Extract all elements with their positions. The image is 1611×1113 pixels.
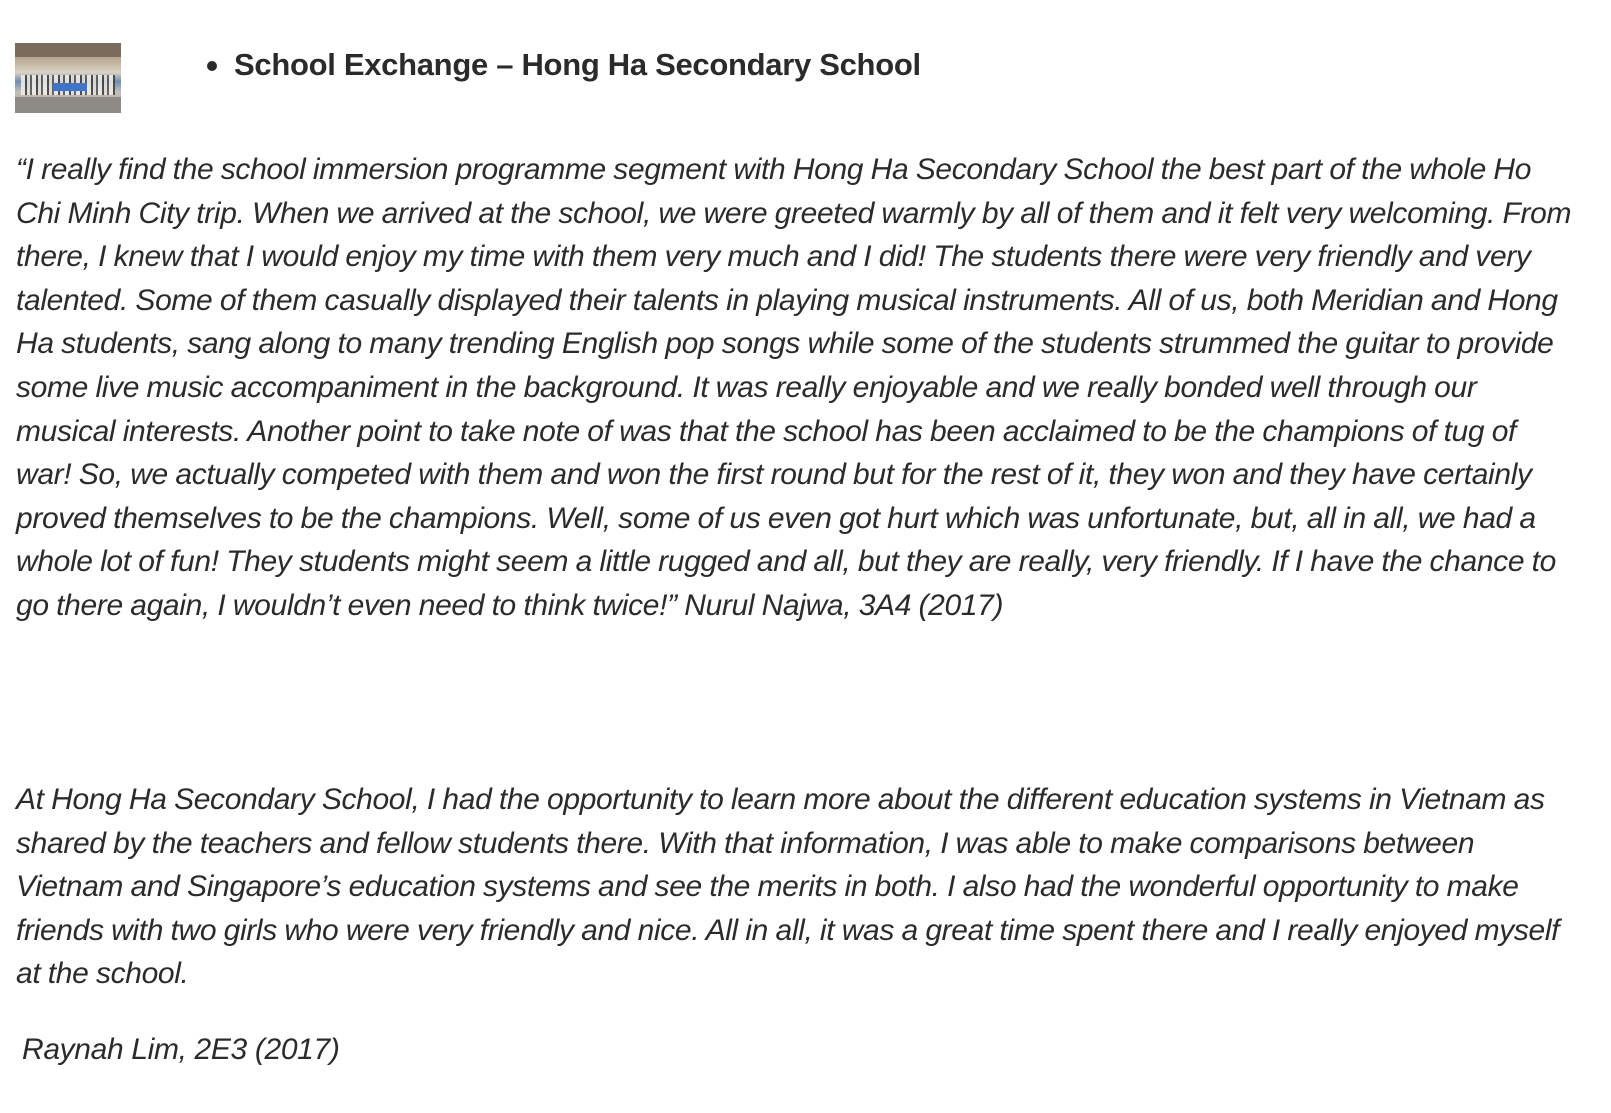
- thumbnail-ground: [15, 97, 121, 113]
- section-title: School Exchange – Hong Ha Secondary School: [234, 47, 921, 82]
- article-header: [15, 43, 1575, 115]
- bullet-icon: [207, 61, 217, 71]
- title-list: [207, 43, 921, 87]
- title-list-item: [207, 43, 921, 87]
- thumbnail-roof: [15, 43, 121, 57]
- testimonial-raynah-lim: At Hong Ha Secondary School, I had the opportunity to learn more about the different education systems in Vietnam as shared by the teachers and fellow students there. With that information, I was able to make comparisons between Vietnam and Singapore’s education systems and see the merits in both. I also had the wonderful opportunity to make friends with two girls who were very friendly and nice. All in all, it was a great time spent there and I really enjoyed myself at the school.: [16, 783, 1560, 991]
- testimonial-nurul-najwa: “I really find the school immersion programme segment with Hong Ha Secondary School the best part of the whole Ho Chi Minh City trip. When we arrived at the school, we were greeted warmly by all of them and it felt very welcoming. From there, I knew that I would enjoy my time with them very much and I did! The students there were very friendly and very talented. Some of them casually displayed their talents in playing musical instruments. All of us, both Meridian and Hong Ha students, sang along to many trending English pop songs while some of the students strummed the guitar to provide some live music accompaniment in the background. It was really enjoyable and we really bonded well through our musical interests. Another point to take note of was that the school has been acclaimed to be the champions of tug of war! So, we actually competed with them and won the first round but for the rest of it, they won and they have certainly proved themselves to be the champions. Well, some of us even got hurt which was unfortunate, but, all in all, we had a whole lot of fun! They students might seem a little rugged and all, but they are really, very friendly. If I have the chance to go there again, I wouldn’t even need to think twice!” Nurul Najwa, 3A4 (2017): [16, 153, 1572, 622]
- thumbnail-banner: [53, 83, 87, 91]
- testimonial-author: Raynah Lim, 2E3 (2017): [22, 1033, 340, 1066]
- school-photo-thumbnail[interactable]: [15, 43, 121, 113]
